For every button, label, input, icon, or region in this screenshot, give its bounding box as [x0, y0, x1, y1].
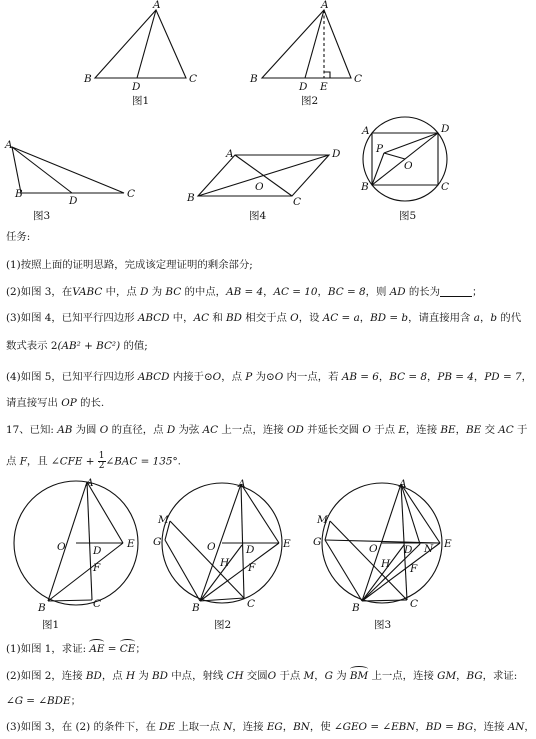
label-H: H [220, 557, 230, 569]
label-A: A [362, 125, 370, 137]
t2-d: D [140, 286, 149, 298]
q2-ch: CH [226, 670, 244, 682]
q2-bd: BD [85, 670, 102, 682]
q2-bg: BG [466, 670, 483, 682]
task-2 [6, 285, 482, 299]
circle-symbol: ⊙ [266, 371, 275, 383]
q2-line2: ∠G = ∠BDE [6, 695, 71, 707]
q2-o: O [267, 670, 277, 682]
label-G: G [313, 536, 322, 548]
q2-bd2: BD [152, 670, 168, 682]
p17-e2: E [398, 424, 406, 436]
label-D: D [93, 545, 102, 557]
t4-ab: AB = 6 [341, 371, 379, 383]
q3-an: AN [507, 721, 525, 733]
q2-b: ，点 [101, 670, 126, 682]
triangle-abc [95, 10, 186, 78]
label-D: D [69, 195, 78, 207]
label-B: B [192, 602, 200, 614]
problem-17-line-1 [6, 423, 527, 437]
chord-bc [362, 600, 407, 601]
p17-line2-b: ，且 [26, 455, 52, 468]
t3-aca: AC = a [322, 312, 360, 324]
label-D: D [132, 81, 141, 93]
caption-fig3: 图3 [33, 210, 51, 222]
question-2-line-1 [6, 669, 517, 683]
label-F: F [410, 563, 418, 575]
q2-k: ，求证: [482, 670, 518, 682]
label-C: C [354, 73, 363, 85]
label-B: B [38, 602, 46, 614]
bottom-figure-1 [14, 477, 138, 631]
q3-end: ， [524, 721, 535, 733]
label-D: D [441, 123, 450, 135]
t4-line2-b: 的长. [76, 397, 105, 409]
task-1: (1)按照上面的证明思路，完成该定理证明的剩余部分; [6, 259, 253, 271]
segment-bd [200, 545, 242, 601]
label-D: D [332, 148, 341, 160]
label-B: B [84, 73, 92, 85]
t2-c: 为 [148, 286, 166, 298]
chord-ae [87, 482, 123, 543]
t4-o2: O [274, 371, 284, 383]
segment-bg [165, 540, 200, 601]
task-heading: 任务: [6, 231, 31, 243]
circle-symbol: ⊙ [203, 371, 213, 383]
answer-blank [440, 286, 472, 297]
label-B: B [15, 188, 23, 200]
label-C: C [127, 188, 136, 200]
t4-p: P [245, 371, 253, 383]
t4-line2-a: 请直接写出 [6, 397, 62, 409]
q2-a: (2)如图 2，连接 [6, 670, 86, 682]
p17-be2: BE [466, 424, 482, 436]
t4-abcd: ABCD [137, 371, 170, 383]
label-C: C [441, 181, 450, 193]
diameter-ab [48, 482, 87, 601]
t3-line2-b: 的值; [120, 340, 148, 352]
t2-end: ； [472, 286, 483, 298]
p17-f: 并延长交圆 [303, 424, 363, 436]
label-B: B [352, 602, 360, 614]
t4-i: ， [521, 371, 532, 383]
q3-a: (3)如图 3，在 (2) 的条件下，在 [6, 721, 160, 733]
caption-fig4: 图4 [249, 210, 267, 222]
label-A: A [86, 477, 94, 489]
bottom-figure-3 [313, 478, 452, 631]
figure-2-triangle [249, 0, 362, 107]
label-D: D [299, 81, 308, 93]
t2-tri: VABC [72, 286, 103, 298]
question-2-line-2 [6, 694, 81, 708]
problem-17-line-2 [6, 452, 181, 471]
t3-e: ，设 [298, 312, 323, 324]
figure-3-triangle [4, 139, 135, 222]
p17-a: 17、已知: [6, 424, 58, 436]
label-A: A [238, 478, 246, 490]
t4-e: 内一点，若 [283, 371, 342, 383]
arc-ae: AE [89, 643, 105, 655]
median-ad [12, 147, 72, 193]
q3-angles: ∠GEO = ∠EBN [333, 721, 416, 733]
t4-op: OP [61, 397, 77, 409]
p17-angle1: ∠CFE + [51, 455, 98, 468]
q2-i: 上一点，连接 [368, 670, 438, 682]
t4-f: ， [378, 371, 390, 383]
t2-bcv: BC = 8 [327, 286, 366, 298]
caption-bottom-fig3: 图3 [374, 619, 392, 631]
label-D: D [246, 544, 255, 556]
label-F: F [93, 562, 101, 574]
label-F: F [248, 562, 256, 574]
label-O: O [369, 543, 378, 555]
frac-den: 2 [98, 461, 105, 471]
label-C: C [93, 598, 102, 610]
q2-d: 中点，射线 [167, 670, 227, 682]
caption-fig5: 图5 [399, 210, 417, 222]
t4-c: ，点 [221, 371, 246, 383]
label-C: C [410, 598, 419, 610]
label-E: E [320, 81, 328, 93]
q2-h2: 为 [332, 670, 350, 682]
p17-line2-end: . [177, 455, 181, 468]
q3-b: 上取一点 [175, 721, 224, 733]
q2-gm: GM [437, 670, 457, 682]
t4-g: ， [426, 371, 438, 383]
segment-po [384, 153, 405, 159]
label-E: E [444, 538, 452, 550]
p17-d2: 为弦 [175, 424, 203, 436]
t4-pd: PD = 7 [484, 371, 522, 383]
p17-c: 的直径，点 [108, 424, 167, 436]
q1-end: ； [135, 643, 146, 655]
label-A: A [399, 478, 407, 490]
t3-ac: AC [193, 312, 210, 324]
q1-eq: = [104, 643, 120, 655]
t2-ab: AB = 4 [226, 286, 264, 298]
p17-ac: AC [202, 424, 219, 436]
p17-d: D [166, 424, 176, 436]
p17-j: 交 [481, 424, 499, 436]
label-P: P [376, 143, 384, 155]
t2-a: (2)如图 3，在 [6, 286, 73, 298]
t4-b: 内接于 [169, 371, 204, 383]
t2-ad: AD [389, 286, 406, 298]
segment-bg [325, 540, 362, 601]
label-A: A [5, 139, 13, 151]
label-C: C [247, 598, 256, 610]
t4-pb: PB = 4 [437, 371, 474, 383]
task-4-line-2 [6, 396, 104, 410]
label-D: D [404, 544, 413, 556]
chord-ae [241, 484, 279, 543]
t3-b2: b [490, 312, 497, 324]
t3-abcd: ABCD [137, 312, 170, 324]
t3-expr: (AB² + BC²) [57, 340, 121, 352]
q3-e: ，使 [309, 721, 334, 733]
arc-bm: BM [349, 670, 369, 682]
question-1 [6, 642, 146, 656]
frac-num: 1 [98, 451, 105, 461]
p17-e: 上一点，连接 [218, 424, 287, 436]
t4-a: (4)如图 5，已知平行四边形 [6, 371, 138, 383]
q2-g2: G [324, 670, 333, 682]
p17-o1: O [99, 424, 109, 436]
caption-bottom-fig2: 图2 [214, 619, 232, 631]
label-H: H [381, 558, 391, 570]
p17-k: 于 [513, 424, 528, 436]
chord-ac [87, 482, 92, 600]
t2-b: 中，点 [102, 286, 141, 298]
t3-f: ， [359, 312, 371, 324]
label-B: B [361, 181, 369, 193]
q3-g: ，连接 [473, 721, 508, 733]
label-E: E [127, 538, 135, 550]
ray-cm [330, 521, 407, 600]
q2-line2-end: ； [70, 695, 81, 707]
arc-ce: CE [119, 643, 136, 655]
label-O: O [404, 160, 413, 172]
p17-g: 于点 [370, 424, 399, 436]
label-B: B [250, 73, 258, 85]
bottom-figure-2 [153, 478, 291, 631]
t2-e: ，则 [365, 286, 390, 298]
label-E: E [283, 538, 291, 550]
q2-f: 于点 [276, 670, 304, 682]
q3-bdbg: BD = BG [425, 721, 474, 733]
label-M: M [317, 514, 328, 526]
t3-a2: a [473, 312, 480, 324]
p17-i: ， [455, 424, 467, 436]
p17-o2: O [362, 424, 371, 436]
triangle-abc [12, 147, 124, 193]
q3-de: DE [159, 721, 176, 733]
label-G: G [153, 536, 162, 548]
label-C: C [293, 196, 302, 208]
p17-be: BE [440, 424, 456, 436]
q3-f: ， [415, 721, 426, 733]
p17-od: OD [286, 424, 304, 436]
q3-bn: BN [293, 721, 310, 733]
task-3-line-2 [6, 339, 148, 353]
fraction-one-half [98, 452, 106, 471]
label-A: A [226, 148, 234, 160]
label-O: O [57, 541, 66, 553]
q3-d: ， [282, 721, 294, 733]
t3-h: ， [479, 312, 491, 324]
chord-bc [48, 600, 92, 601]
t3-line2-a: 数式表示 2 [6, 340, 58, 352]
t3-d: 相交于点 [242, 312, 291, 324]
q2-m: M [303, 670, 315, 682]
triangle-abc [262, 10, 351, 78]
task-3-line-1 [6, 311, 521, 325]
label-O: O [207, 541, 216, 553]
q2-j: ， [456, 670, 467, 682]
segment-pd [384, 133, 438, 153]
q3-c: ，连接 [232, 721, 267, 733]
q3-eg: EG [266, 721, 283, 733]
t2-f: 的长为 [405, 286, 441, 298]
label-A: A [153, 0, 161, 11]
question-3 [6, 720, 535, 734]
label-A: A [321, 0, 329, 11]
t3-a: (3)如图 4，已知平行四边形 [6, 312, 138, 324]
t2-sep1: ， [263, 286, 274, 298]
t3-c: 和 [209, 312, 227, 324]
p17-f2: F [19, 455, 27, 468]
q2-c: 为 [135, 670, 153, 682]
t2-ac: AC = 10 [273, 286, 318, 298]
q2-e: 交圆 [243, 670, 268, 682]
figure-5-inscribed-rectangle [360, 117, 450, 222]
t4-bc: BC = 8 [389, 371, 427, 383]
label-C: C [189, 73, 198, 85]
t3-bdb: BD = b [370, 312, 409, 324]
t2-d2: 的中点， [181, 286, 227, 298]
t3-bd: BD [226, 312, 242, 324]
t2-bc: BC [165, 286, 182, 298]
t3-b: 中， [169, 312, 194, 324]
t4-d: 为 [252, 371, 266, 383]
p17-ac2: AC [498, 424, 514, 436]
label-N: N [424, 543, 434, 555]
label-B: B [187, 192, 195, 204]
task-4-line-1 [6, 370, 532, 384]
t2-sep2: ， [317, 286, 328, 298]
q1-a: (1)如图 1，求证: [6, 643, 90, 655]
q3-n: N [223, 721, 233, 733]
caption-bottom-fig1: 图1 [42, 619, 60, 631]
figure-4-parallelogram [186, 148, 341, 222]
figure-1-triangle [83, 0, 197, 107]
q2-h: H [125, 670, 136, 682]
t3-o: O [290, 312, 299, 324]
t3-i: 的代 [497, 312, 522, 324]
p17-line2-a: 点 [6, 455, 20, 468]
q2-g: ， [314, 670, 325, 682]
t4-o1: O [212, 371, 222, 383]
t3-g: ，请直接用含 [408, 312, 474, 324]
label-M: M [158, 514, 169, 526]
p17-ab: AB [57, 424, 73, 436]
label-O: O [255, 181, 264, 193]
chord-ac [241, 484, 244, 598]
right-angle-mark [324, 72, 330, 78]
p17-h: ，连接 [405, 424, 441, 436]
caption-fig1: 图1 [132, 95, 150, 107]
caption-fig2: 图2 [301, 95, 319, 107]
t4-h: ， [473, 371, 485, 383]
p17-b: 为圆 [72, 424, 100, 436]
p17-angle2: ∠BAC = 135° [105, 455, 178, 468]
